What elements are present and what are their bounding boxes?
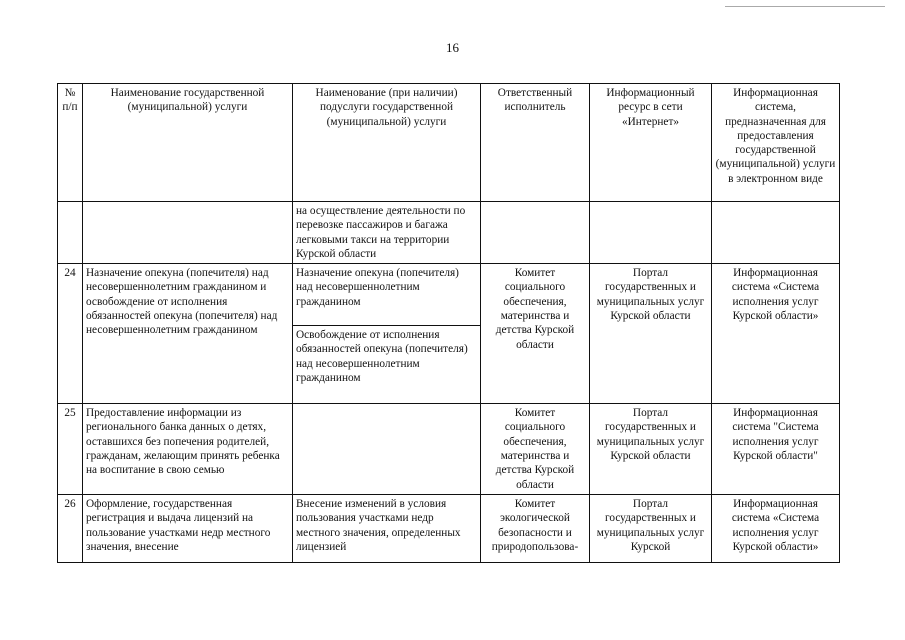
table-row [58, 264, 840, 326]
row-subservice: Внесение изменений в условия пользования участками недр местного значения, определенных лицензией [293, 495, 481, 563]
row-executor: Комитет социального обеспечения, материнства и детства Курской области [481, 404, 590, 495]
row-system: Информационная система "Система исполнения услуг Курской области" [712, 404, 840, 495]
row-num [58, 202, 83, 264]
row-resource: Портал государственных и муниципальных услуг Курской области [590, 264, 712, 404]
header-row [58, 84, 840, 202]
table-row [58, 202, 840, 264]
row-resource: Портал государственных и муниципальных услуг Курской [590, 495, 712, 563]
table-row [58, 495, 840, 563]
row-subservice: на осуществление деятельности по перевозке пассажиров и багажа легковыми такси на территории Курской области [293, 202, 481, 264]
header-subservice: Наименование (при наличии) подуслуги государственной (муниципальной) услуги [293, 84, 481, 202]
header-num: № п/п [58, 84, 83, 202]
row-service: Предоставление информации из регионального банка данных о детях, оставшихся без попечения родителей, гражданам, желающим принять ребенка на воспитание в свою семью [83, 404, 293, 495]
header-executor: Ответственный исполнитель [481, 84, 590, 202]
header-service: Наименование государственной (муниципальной) услуги [83, 84, 293, 202]
row-subservice [293, 404, 481, 495]
row-subservice: Освобождение от исполнения обязанностей опекуна (попечителя) над несовершеннолетним гражданином [293, 326, 481, 404]
row-resource [590, 202, 712, 264]
row-resource: Портал государственных и муниципальных услуг Курской области [590, 404, 712, 495]
row-executor [481, 202, 590, 264]
row-num: 26 [58, 495, 83, 563]
header-resource: Информационный ресурс в сети «Интернет» [590, 84, 712, 202]
row-system: Информационная система «Система исполнения услуг Курской области» [712, 264, 840, 404]
page-number: 16 [446, 40, 459, 55]
header-system: Информационная система, предназначенная для предоставления государственной (муниципальной) услуги в электронном виде [712, 84, 840, 202]
row-executor: Комитет экологической безопасности и природопользова- [481, 495, 590, 563]
row-num: 25 [58, 404, 83, 495]
row-subservice: Назначение опекуна (попечителя) над несовершеннолетним гражданином [293, 264, 481, 326]
row-system: Информационная система «Система исполнения услуг Курской области» [712, 495, 840, 563]
table-row [58, 404, 840, 495]
row-system [712, 202, 840, 264]
row-executor: Комитет социального обеспечения, материнства и детства Курской области [481, 264, 590, 404]
row-service: Назначение опекуна (попечителя) над несовершеннолетним гражданином и освобождение от исполнения обязанностей опекуна (попечителя) над несовершеннолетним гражданином [83, 264, 293, 404]
row-service: Оформление, государственная регистрация и выдача лицензий на пользование участками недр местного значения, внесение [83, 495, 293, 563]
services-table [57, 83, 840, 563]
row-service [83, 202, 293, 264]
top-rule [725, 6, 885, 7]
row-num: 24 [58, 264, 83, 404]
